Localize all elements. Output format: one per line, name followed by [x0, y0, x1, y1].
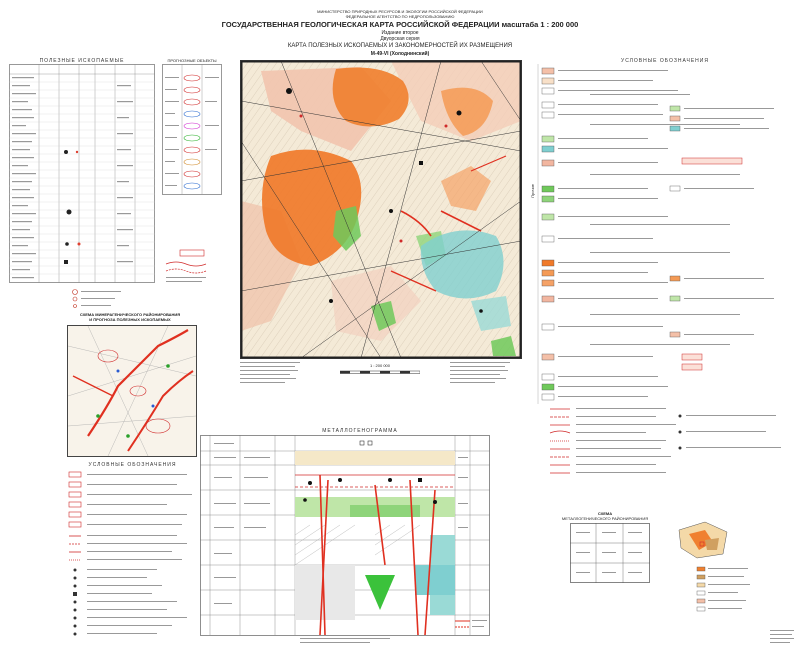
inset-map-canvas	[68, 326, 196, 456]
main-geological-map[interactable]	[240, 60, 522, 359]
inset-legend	[65, 462, 200, 647]
mineral-legend-table	[9, 58, 155, 284]
inset-schema-map[interactable]	[67, 325, 197, 457]
ministry-line-2: ФЕДЕРАЛЬНОЕ АГЕНТСТВО ПО НЕДРОПОЛЬЗОВАНИЮ	[345, 14, 455, 19]
right-legend-side-label: Прочие	[530, 184, 535, 198]
inset-title-2: И ПРОГНОЗА ПОЛЕЗНЫХ ИСКОПАЕМЫХ	[89, 317, 171, 322]
prognosis-legend-table	[162, 58, 222, 284]
ministry-line-1: МИНИСТЕРСТВО ПРИРОДНЫХ РЕСУРСОВ И ЭКОЛОГИИ РОССИЙСКОЙ ФЕДЕРАЦИИ	[317, 9, 483, 14]
credits-block	[770, 628, 796, 646]
map-scale-text: 1 : 200 000	[369, 363, 391, 368]
sheet-number: M-49-VI (Холоднинский)	[370, 51, 430, 57]
inset-legend-rows	[65, 468, 200, 646]
right-legend	[530, 64, 795, 484]
metallogram-title: МЕТАЛЛОГЕНОГРАММА	[322, 428, 398, 434]
series-label: Двуорская серия	[380, 36, 420, 42]
prognosis-legend-title: ПРОГНОЗНЫЕ ОБЪЕКТЫ	[167, 58, 217, 63]
map-canvas	[241, 61, 521, 358]
mineral-symbol-samples	[69, 288, 129, 312]
prognosis-legend-grid	[162, 64, 222, 284]
scheme-grid	[570, 523, 650, 583]
scheme-title: СХЕМА	[597, 511, 613, 516]
map-footnotes	[240, 360, 530, 394]
edition-label: Издание второе	[381, 30, 419, 36]
mineral-legend-title: ПОЛЕЗНЫЕ ИСКОПАЕМЫЕ	[39, 58, 125, 64]
map-subtitle: КАРТА ПОЛЕЗНЫХ ИСКОПАЕМЫХ И ЗАКОНОМЕРНОСТЕЙ ИХ РАЗМЕЩЕНИЯ	[287, 43, 513, 49]
scheme-subtitle: МЕТАЛЛОГЕНИЧЕСКОГО РАЙОНИРОВАНИЯ	[561, 516, 649, 521]
regional-mini-legend	[695, 565, 755, 620]
map-main-title: ГОСУДАРСТВЕННАЯ ГЕОЛОГИЧЕСКАЯ КАРТА РОССИЙСКОЙ ФЕДЕРАЦИИ масштаба 1 : 200 000	[221, 20, 579, 29]
metallogram-canvas	[200, 435, 490, 645]
right-legend-title: УСЛОВНЫЕ ОБОЗНАЧЕНИЯ	[621, 58, 709, 64]
regional-mini-map	[675, 520, 730, 560]
inset-title-1: СХЕМА МИНЕРАГЕНИЧЕСКОГО РАЙОНИРОВАНИЯ	[79, 312, 181, 317]
inset-legend-title: УСЛОВНЫЕ ОБОЗНАЧЕНИЯ	[88, 462, 177, 468]
mineral-legend-grid	[9, 64, 155, 284]
right-legend-rows	[530, 64, 795, 484]
metallogram-chart	[200, 435, 490, 645]
